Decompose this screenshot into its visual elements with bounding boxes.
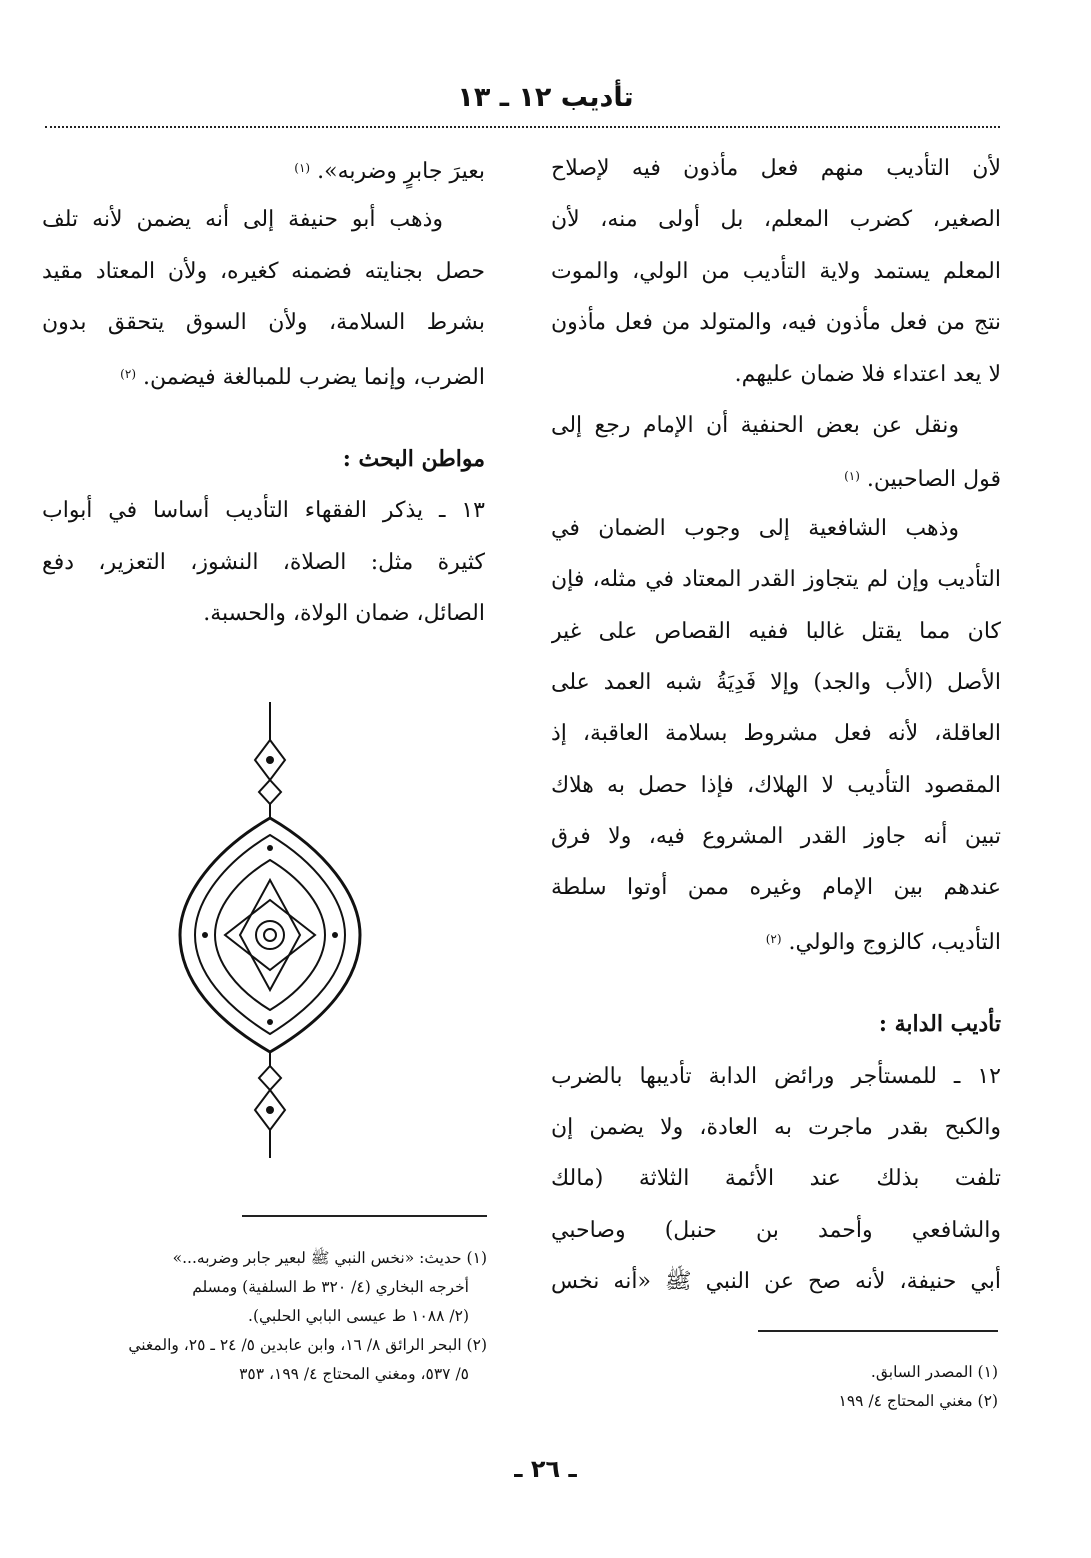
text-line: لأن التأديب منهم فعل مأذون فيه لإصلاح <box>551 156 1001 181</box>
text-line: أبي حنيفة، لأنه صح عن النبي ﷺ «أنه نخس <box>551 1269 1001 1295</box>
text-line: نتج من فعل مأذون فيه، والمتولد من فعل مأذون <box>551 310 1001 336</box>
footnote-line: (٢) البحر الرائق ٨/ ١٦، وابن عابدين ٥/ ٢٤ ـ ٢٥، والمغني <box>128 1336 487 1354</box>
text-line: تبين أنه جاوز القدر المشروع فيه، ولا فرق <box>551 824 1001 850</box>
left-column <box>42 143 485 640</box>
line-text: الضرب، وإنما يضرب للمبالغة فيضمن. <box>143 364 485 390</box>
line-text: التأديب، كالزوج والولي. <box>788 929 1001 955</box>
page-number: ـ ٢٦ ـ <box>514 1455 577 1483</box>
text-line: المعلم يستمد ولاية التأديب من الولي، والموت <box>551 258 1001 284</box>
line-text: قول الصاحبين. <box>866 467 1001 493</box>
footnote-line: (٢) مغني المحتاج ٤/ ١٩٩ <box>838 1392 998 1410</box>
text-line <box>42 143 485 194</box>
text-line: لا يعد اعتداء فلا ضمان عليهم. <box>734 361 1001 387</box>
footnotes-left <box>42 1244 487 1389</box>
text-line: ١٢ ـ للمستأجر ورائض الدابة تأديبها بالضرب <box>551 1063 1001 1089</box>
text-line: كثيرة مثل: الصلاة، النشوز، التعزير، دفع <box>42 549 485 575</box>
footnote-ref: (٢) <box>120 366 136 381</box>
text-line: تلفت بذلك عند الأئمة الثلاثة (مالك <box>551 1166 1001 1192</box>
text-line: المقصود التأديب لا الهلاك، فإذا حصل به هلاك <box>551 772 1001 798</box>
text-line: بشرط السلامة، ولأن السوق يتحقق بدون <box>42 310 485 336</box>
text-line: ١٣ ـ يذكر الفقهاء التأديب أساسا في أبواب <box>42 498 485 524</box>
text-line: التأديب وإن لم يتجاوز القدر المعتاد في مثله، فإن <box>551 567 1001 593</box>
text-line: وذهب أبو حنيفة إلى أنه يضمن لأنه تلف <box>42 207 443 233</box>
footnote-line: (١) المصدر السابق. <box>870 1363 998 1381</box>
text-line <box>551 914 1001 965</box>
text-line: ونقل عن بعض الحنفية أن الإمام رجع إلى <box>551 412 959 438</box>
footnote-line: ٥/ ٥٣٧، ومغني المحتاج ٤/ ١٩٩، ٣٥٣ <box>239 1365 469 1383</box>
text-line: الأصل (الأب والجد) وإلا فَدِيَةُ شبه العمد على <box>551 669 1001 695</box>
text-line: والشافعي وأحمد بن حنبل) وصاحبي <box>551 1217 1001 1243</box>
text-line <box>42 349 485 400</box>
text-line: عندهم بين الإمام وغيره ممن أوتوا سلطة <box>551 875 1001 901</box>
footnote-ref: (١) <box>294 161 311 175</box>
line-text: بعيرَ جابرٍ وضربه». <box>317 159 485 184</box>
text-line: حصل بجنايته فضمنه كغيره، ولأن المعتاد مقيد <box>42 258 485 284</box>
text-line: كان مما يقتل غالبا ففيه القصاص على غير <box>551 618 1001 644</box>
text-line: والكبح بقدر ماجرت به العادة، ولا يضمن إن <box>551 1115 1001 1141</box>
section-title: تأديب الدابة : <box>878 1011 1001 1038</box>
text-line: العاقلة، لأنه فعل مشروط بسلامة العاقبة، إذ <box>551 721 1001 747</box>
header-divider <box>45 126 1000 128</box>
footnote-line: (٢/ ١٠٨٨ ط عيسى البابي الحلبي). <box>248 1307 469 1325</box>
footnote-line: (١) حديث: «نخس النبي ﷺ لبعير جابر وضربه...» <box>172 1249 487 1267</box>
footnote-divider <box>758 1330 998 1332</box>
footnotes-right <box>700 1358 998 1416</box>
text-line <box>551 451 1001 502</box>
section-title: مواطن البحث : <box>342 445 485 472</box>
footnote-ref: (١) <box>844 469 860 484</box>
text-line: وذهب الشافعية إلى وجوب الضمان في <box>551 515 959 541</box>
footnote-divider <box>242 1215 487 1217</box>
page-header: تأديب ١٢ ـ ١٣ <box>457 82 634 113</box>
decorative-ornament <box>175 700 365 1160</box>
right-column <box>551 143 1001 1308</box>
text-line: الصائل، ضمان الولاة، والحسبة. <box>203 601 485 627</box>
text-line: الصغير، كضرب المعلم، بل أولى منه، لأن <box>551 207 1001 233</box>
footnote-ref: (٢) <box>765 931 782 946</box>
footnote-line: أخرجه البخاري (٤/ ٣٢٠ ط السلفية) ومسلم <box>192 1278 469 1296</box>
